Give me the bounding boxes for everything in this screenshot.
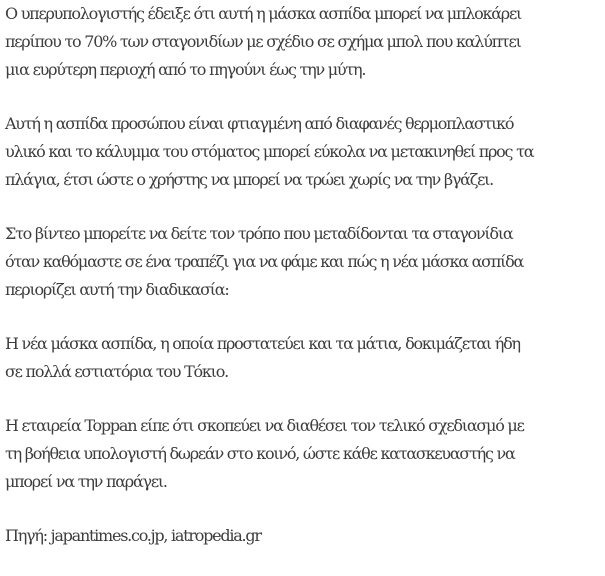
text-line: περιορίζει αυτή την διαδικασία: <box>5 280 229 299</box>
source-text: Πηγή: japantimes.co.jp, iatropedia.gr <box>5 526 261 545</box>
source-attribution <box>5 522 605 550</box>
text-line: υλικό και το κάλυμμα του στόματος μπορεί εύκολα να μετακινηθεί προς τα <box>5 142 534 161</box>
text-line: Η εταιρεία Toppan είπε ότι σκοπεύει να διαθέσει τον τελικό σχεδιασμό με <box>5 416 524 435</box>
paragraph-material <box>5 110 605 194</box>
text-line: όταν καθόμαστε σε ένα τραπέζι για να φάμε και πώς η νέα μάσκα ασπίδα <box>5 252 524 271</box>
text-line: μπορεί να την παράγει. <box>5 472 167 491</box>
text-line: περίπου το 70% των σταγονιδίων με σχέδιο σε σχήμα μπολ που καλύπτει <box>5 32 521 51</box>
text-line: τη βοήθεια υπολογιστή δωρεάν στο κοινό, ώστε κάθε κατασκευαστής να <box>5 444 515 463</box>
text-line: μια ευρύτερη περιοχή από το πηγούνι έως την μύτη. <box>5 60 366 79</box>
text-line: Στο βίντεο μπορείτε να δείτε τον τρόπο που μεταδίδονται τα σταγονίδια <box>5 224 513 243</box>
text-line: Ο υπερυπολογιστής έδειξε ότι αυτή η μάσκα ασπίδα μπορεί να μπλοκάρει <box>5 4 522 23</box>
paragraph-toppan <box>5 412 605 496</box>
text-line: Η νέα μάσκα ασπίδα, η οποία προστατεύει και τα μάτια, δοκιμάζεται ήδη <box>5 334 520 353</box>
text-line: σε πολλά εστιατόρια του Τόκιο. <box>5 362 228 381</box>
article-body <box>5 0 605 576</box>
text-line: Αυτή η ασπίδα προσώπου είναι φτιαγμένη από διαφανές θερμοπλαστικό <box>5 114 514 133</box>
paragraph-supercomputer <box>5 0 605 84</box>
text-line: πλάγια, έτσι ώστε ο χρήστης να μπορεί να τρώει χωρίς να την βγάζει. <box>5 170 494 189</box>
paragraph-video <box>5 220 605 304</box>
paragraph-restaurants <box>5 330 605 386</box>
